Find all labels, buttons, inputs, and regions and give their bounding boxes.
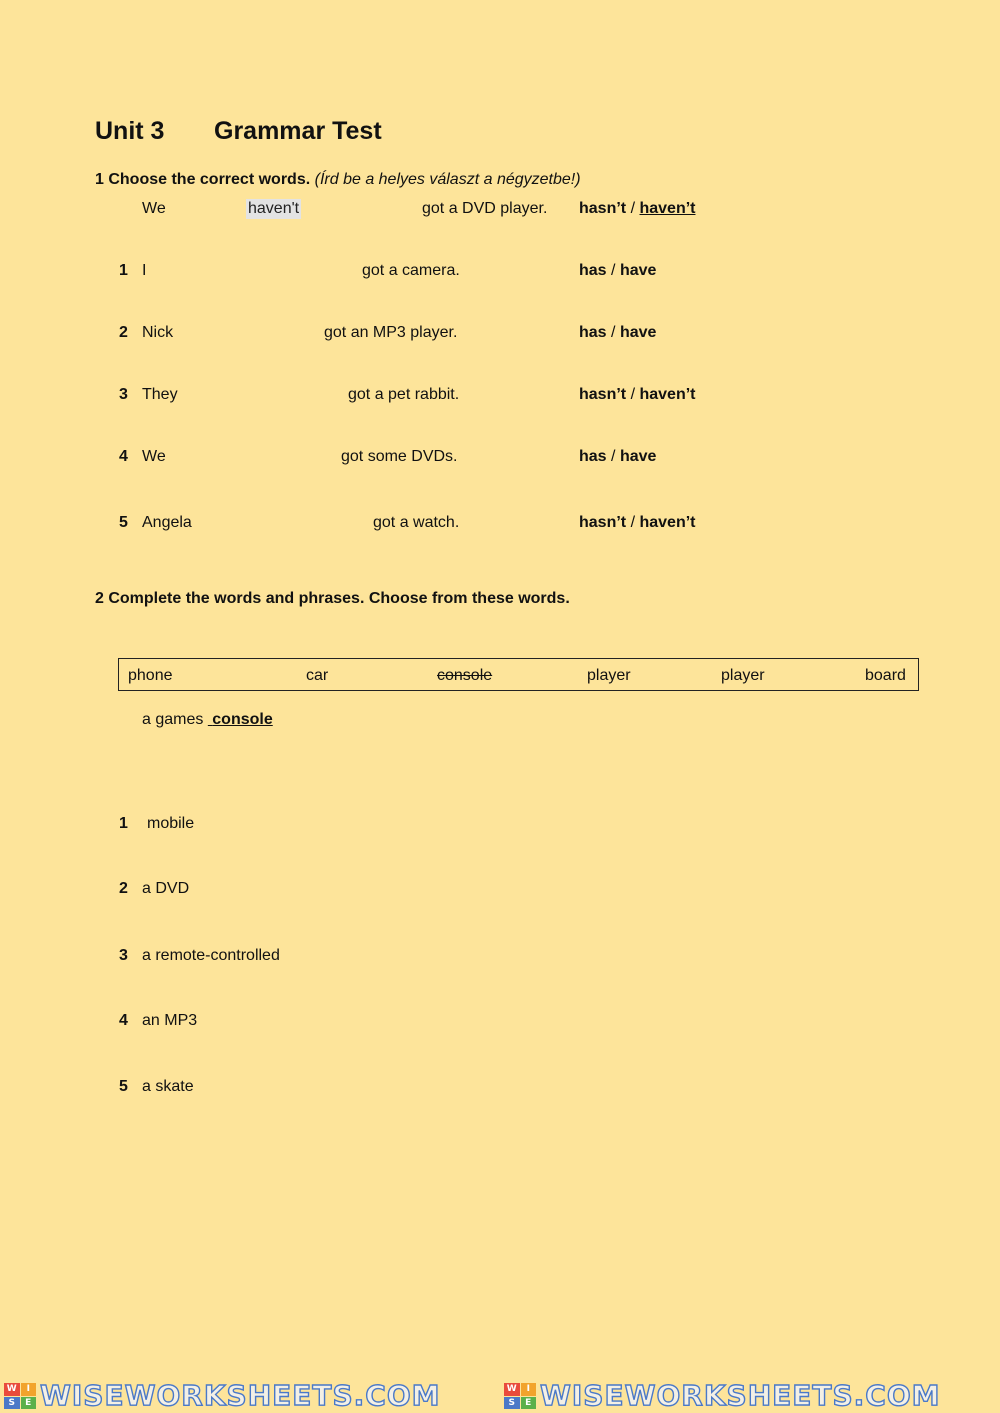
option-separator: / <box>611 448 616 465</box>
option-separator: / <box>630 200 636 217</box>
item-sentence-rest: got a watch. <box>373 514 460 531</box>
word-bank-item: car <box>306 667 329 684</box>
logo-badge-icon: W I S E <box>4 1383 36 1409</box>
item-number: 5 <box>119 514 128 531</box>
example-subject: We <box>142 200 166 217</box>
item-number: 1 <box>119 815 128 832</box>
item-sentence-rest: got a camera. <box>362 262 460 279</box>
option-1: has <box>579 448 607 465</box>
option-1: hasn’t <box>579 514 627 531</box>
phrase-text: a DVD <box>142 880 190 897</box>
item-options <box>579 262 656 280</box>
option-separator: / <box>611 324 616 341</box>
item-sentence-rest: got a pet rabbit. <box>348 386 460 403</box>
phrase-text: a remote-controlled <box>142 947 280 964</box>
item-number: 2 <box>119 324 128 341</box>
option-2: haven’t <box>639 386 696 403</box>
item-subject: Angela <box>142 514 192 531</box>
item-options <box>579 514 696 532</box>
example-answer: console <box>212 711 273 728</box>
page-title: Grammar Test <box>214 117 382 145</box>
option-1: hasn’t <box>579 386 627 403</box>
item-subject: They <box>142 386 178 403</box>
option-2: have <box>619 448 657 465</box>
option-1: has <box>579 262 607 279</box>
item-sentence-rest: got some DVDs. <box>341 448 458 465</box>
item-sentence-rest: got an MP3 player. <box>324 324 458 341</box>
example-prefix: a games <box>142 711 204 728</box>
phrase-text: an MP3 <box>142 1012 198 1029</box>
item-subject: Nick <box>142 324 174 341</box>
logo-badge-icon: W I S E <box>504 1383 536 1409</box>
item-number: 4 <box>119 1012 128 1029</box>
footer-watermark <box>0 1378 1000 1413</box>
item-number: 2 <box>119 880 128 897</box>
option-1: has <box>579 324 607 341</box>
word-bank-item: player <box>721 667 765 684</box>
option-2: haven’t <box>639 514 696 531</box>
option-separator: / <box>630 386 636 403</box>
option-2: have <box>619 262 657 279</box>
item-number: 4 <box>119 448 128 465</box>
word-bank-item: board <box>865 667 906 684</box>
example-answer-box[interactable]: haven't <box>248 200 300 217</box>
phrase-text: a skate <box>142 1078 194 1095</box>
logo-text: WISEWORKSHEETS.COM <box>40 1379 441 1412</box>
item-subject: We <box>142 448 166 465</box>
logo-text: WISEWORKSHEETS.COM <box>540 1379 941 1412</box>
item-options <box>579 448 656 466</box>
section1-heading: 1 Choose the correct words. <box>95 171 311 188</box>
option-1: hasn’t <box>579 200 627 217</box>
word-bank-item: phone <box>128 667 173 684</box>
option-separator: / <box>630 514 636 531</box>
item-options <box>579 386 696 404</box>
section1-instructions <box>95 171 581 189</box>
option-separator: / <box>611 262 616 279</box>
item-number: 3 <box>119 386 128 403</box>
item-number: 3 <box>119 947 128 964</box>
section2-example <box>142 711 273 729</box>
section1-hint: (Írd be a helyes választ a négyzetbe!) <box>314 171 581 188</box>
option-2-selected: haven’t <box>639 200 696 217</box>
item-number: 5 <box>119 1078 128 1095</box>
item-number: 1 <box>119 262 128 279</box>
word-bank <box>118 658 919 691</box>
item-subject: I <box>142 262 147 279</box>
word-bank-item-used: console <box>437 667 493 684</box>
option-2: have <box>619 324 657 341</box>
phrase-text: mobile <box>147 815 195 832</box>
unit-label: Unit 3 <box>95 117 165 145</box>
section2-heading: 2 Complete the words and phrases. Choose from these words. <box>95 590 570 607</box>
word-bank-item: player <box>587 667 631 684</box>
item-options <box>579 324 656 342</box>
example-options <box>579 200 696 218</box>
example-sentence-rest: got a DVD player. <box>422 200 548 217</box>
